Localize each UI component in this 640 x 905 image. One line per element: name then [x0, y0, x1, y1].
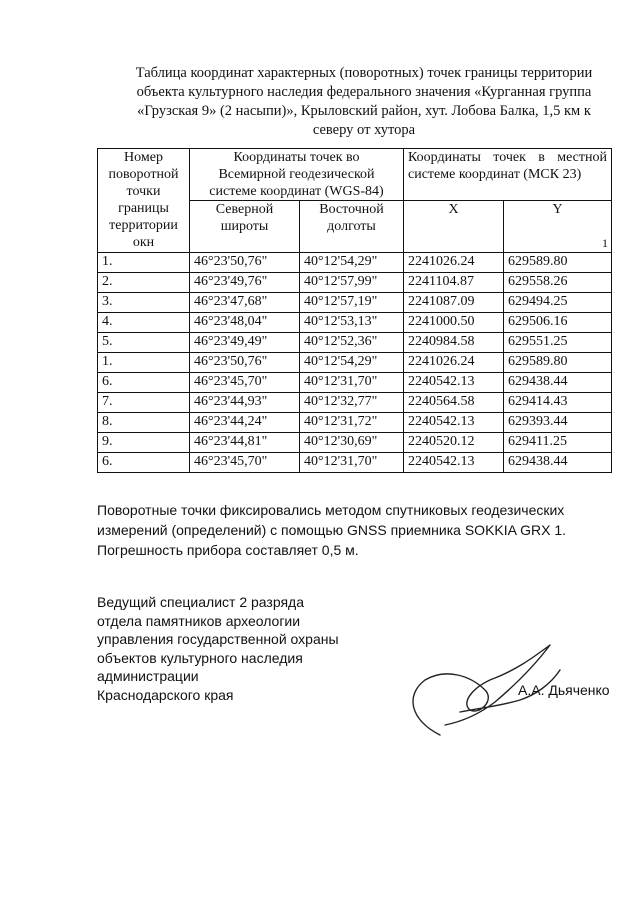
- longitude-cell: 40°12'54,29": [300, 253, 404, 273]
- table-row: [98, 333, 612, 353]
- latitude-cell: 46°23'45,70": [190, 373, 300, 393]
- y-coordinate-cell: 629414.43: [504, 393, 612, 413]
- header-text: Северной: [215, 202, 274, 217]
- latitude-cell: 46°23'50,76": [190, 353, 300, 373]
- table-row: [98, 353, 612, 373]
- longitude-cell: 40°12'54,29": [300, 353, 404, 373]
- x-coordinate-cell: 2240564.58: [404, 393, 504, 413]
- point-number-cell: 2.: [98, 273, 190, 293]
- table-row: [98, 433, 612, 453]
- header-text: X: [448, 202, 459, 217]
- header-text: Номер: [124, 150, 163, 165]
- point-number-cell: 5.: [98, 333, 190, 353]
- header-text: окн: [132, 235, 155, 250]
- latitude-cell: 46°23'44,81": [190, 433, 300, 453]
- longitude-cell: 40°12'30,69": [300, 433, 404, 453]
- latitude-cell: 46°23'49,49": [190, 333, 300, 353]
- point-number-header: [98, 149, 190, 253]
- x-coordinate-cell: 2240542.13: [404, 413, 504, 433]
- y-coordinate-cell: 629411.25: [504, 433, 612, 453]
- y-coordinate-cell: 629558.26: [504, 273, 612, 293]
- header-text: территории: [109, 218, 178, 233]
- east-longitude-header: [300, 201, 404, 253]
- y-coordinate-cell: 629506.16: [504, 313, 612, 333]
- title-line: «Грузская 9» (2 насыпи)», Крыловский район, хут. Лобова Балка, 1,5 км к: [137, 103, 591, 119]
- signer-line: отдела памятников археологии: [97, 612, 301, 629]
- table-row: [98, 393, 612, 413]
- point-number-cell: 7.: [98, 393, 190, 413]
- table-row: [98, 413, 612, 433]
- header-text: системе координат (МСК 23): [408, 167, 582, 182]
- measurement-note: [97, 500, 617, 560]
- latitude-cell: 46°23'44,24": [190, 413, 300, 433]
- longitude-cell: 40°12'53,13": [300, 313, 404, 333]
- y-coordinate-cell: 629438.44: [504, 453, 612, 473]
- header-text: Восточной: [319, 202, 384, 217]
- title-line: объекта культурного наследия федерального значения «Курганная группа: [136, 84, 592, 100]
- latitude-cell: 46°23'48,04": [190, 313, 300, 333]
- table-row: [98, 253, 612, 273]
- longitude-cell: 40°12'31,70": [300, 373, 404, 393]
- table-row: [98, 453, 612, 473]
- point-number-cell: 4.: [98, 313, 190, 333]
- signer-line: объектов культурного наследия: [97, 649, 303, 666]
- msk-header: [404, 149, 612, 201]
- table-row: [98, 273, 612, 293]
- north-latitude-header: [190, 201, 300, 253]
- y-coordinate-cell: 629589.80: [504, 253, 612, 273]
- table-row: [98, 313, 612, 333]
- latitude-cell: 46°23'45,70": [190, 453, 300, 473]
- header-text: границы: [118, 201, 169, 216]
- point-number-cell: 9.: [98, 433, 190, 453]
- header-text: системе координат (WGS-84): [209, 184, 384, 199]
- coordinates-table: [97, 148, 612, 473]
- x-coordinate-cell: 2241104.87: [404, 273, 504, 293]
- title-line: северу от хутора: [312, 122, 416, 138]
- y-coordinate-cell: 629494.25: [504, 293, 612, 313]
- table-row: [98, 293, 612, 313]
- table-row: [98, 373, 612, 393]
- x-coordinate-cell: 2240984.58: [404, 333, 504, 353]
- x-coordinate-cell: 2241026.24: [404, 253, 504, 273]
- wgs-header: [190, 149, 404, 201]
- x-coordinate-cell: 2241000.50: [404, 313, 504, 333]
- header-text: широты: [220, 219, 269, 234]
- longitude-cell: 40°12'57,99": [300, 273, 404, 293]
- longitude-cell: 40°12'57,19": [300, 293, 404, 313]
- signer-line: Ведущий специалист 2 разряда: [97, 594, 304, 610]
- x-coordinate-cell: 2240542.13: [404, 373, 504, 393]
- note-line: Погрешность прибора составляет 0,5 м.: [97, 542, 359, 558]
- signer-line: Краснодарского края: [97, 686, 234, 703]
- x-coordinate-cell: 2241026.24: [404, 353, 504, 373]
- x-header: [404, 201, 504, 253]
- x-coordinate-cell: 2240520.12: [404, 433, 504, 453]
- note-line: Поворотные точки фиксировались методом спутниковых геодезических: [97, 502, 565, 518]
- x-coordinate-cell: 2241087.09: [404, 293, 504, 313]
- signer-name: А.А. Дьяченко: [518, 682, 610, 698]
- y-header: [504, 201, 612, 253]
- point-number-cell: 8.: [98, 413, 190, 433]
- point-number-cell: 6.: [98, 373, 190, 393]
- header-text: поворотной: [108, 167, 179, 182]
- latitude-cell: 46°23'50,76": [190, 253, 300, 273]
- longitude-cell: 40°12'31,70": [300, 453, 404, 473]
- corner-mark: 1: [602, 236, 608, 250]
- latitude-cell: 46°23'47,68": [190, 293, 300, 313]
- y-coordinate-cell: 629438.44: [504, 373, 612, 393]
- point-number-cell: 1.: [98, 253, 190, 273]
- header-text: Всемирной геодезической: [218, 167, 375, 182]
- signer-line: управления государственной охраны: [97, 631, 339, 647]
- header-text: Y: [552, 202, 563, 217]
- y-coordinate-cell: 629551.25: [504, 333, 612, 353]
- document-title: [108, 64, 620, 140]
- longitude-cell: 40°12'32,77": [300, 393, 404, 413]
- x-coordinate-cell: 2240542.13: [404, 453, 504, 473]
- point-number-cell: 6.: [98, 453, 190, 473]
- latitude-cell: 46°23'44,93": [190, 393, 300, 413]
- header-text: Координаты точек в местной: [408, 150, 607, 165]
- longitude-cell: 40°12'52,36": [300, 333, 404, 353]
- table-body: [98, 253, 612, 473]
- header-text: долготы: [327, 219, 376, 234]
- header-text: Координаты точек во: [233, 150, 360, 165]
- note-line: измерений (определений) с помощью GNSS приемника SOKKIA GRX 1.: [97, 522, 566, 538]
- y-coordinate-cell: 629589.80: [504, 353, 612, 373]
- signer-line: администрации: [97, 668, 199, 684]
- y-coordinate-cell: 629393.44: [504, 413, 612, 433]
- point-number-cell: 1.: [98, 353, 190, 373]
- signer-position: [97, 593, 397, 704]
- longitude-cell: 40°12'31,72": [300, 413, 404, 433]
- header-text: точки: [126, 184, 161, 199]
- latitude-cell: 46°23'49,76": [190, 273, 300, 293]
- title-line: Таблица координат характерных (поворотных) точек границы территории: [135, 65, 593, 81]
- point-number-cell: 3.: [98, 293, 190, 313]
